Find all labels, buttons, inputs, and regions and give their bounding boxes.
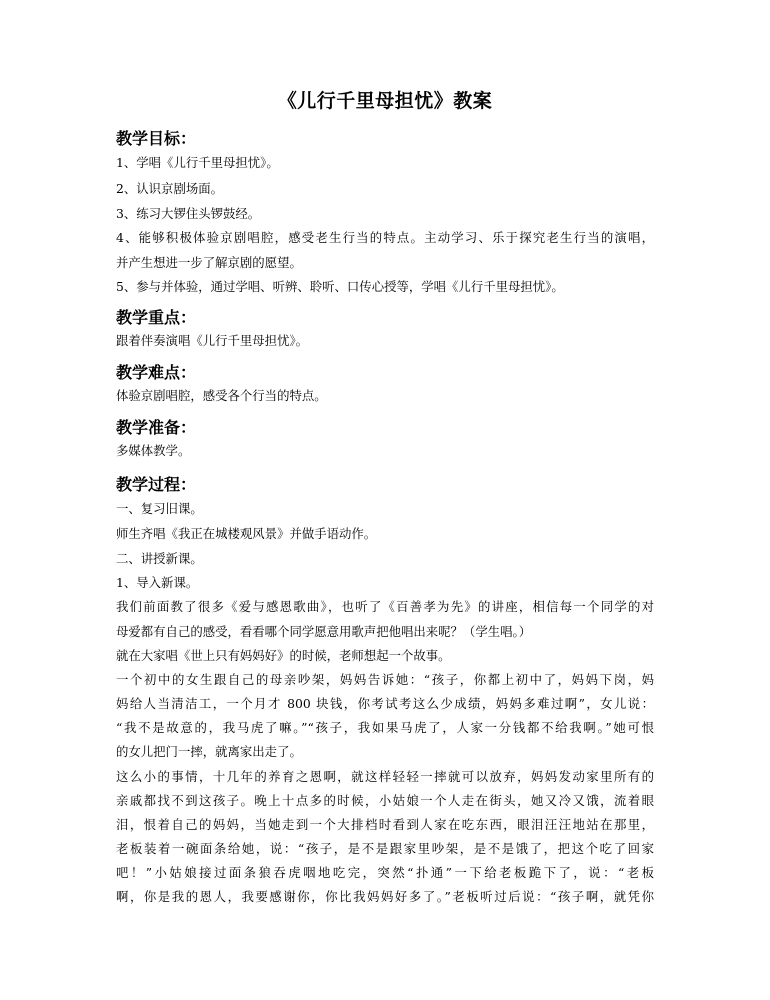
preparation-line-1: 多媒体教学。: [116, 443, 191, 458]
process-line-2: 师生齐唱《我正在城楼观风景》并做手语动作。: [116, 526, 377, 541]
process-line-12: 这么小的事情，十几年的养育之恩啊，就这样轻轻一摔就可以放弃，妈妈发动家里所有的: [116, 769, 654, 784]
process-line-7: 就在大家唱《世上只有妈妈好》的时候，老师想起一个故事。: [116, 648, 451, 663]
process-line-6: 母爱都有自己的感受，看看哪个同学愿意用歌声把他唱出来呢？（学生唱。）: [116, 624, 532, 639]
goal-line-4: 4、能够积极体验京剧唱腔，感受老生行当的特点。主动学习、乐于探究老生行当的演唱，: [116, 230, 654, 245]
section-heading-preparation: 教学准备：: [116, 418, 197, 437]
process-line-8: 一个初中的女生跟自己的母亲吵架，妈妈告诉她：“孩子，你都上初中了，妈妈下岗，妈: [116, 672, 654, 687]
process-line-4: 1、导入新课。: [116, 575, 199, 590]
section-heading-difficulties: 教学难点：: [116, 363, 197, 382]
process-line-11: 的女儿把门一摔，就离家出走了。: [116, 744, 302, 759]
goal-line-1: 1、学唱《儿行千里母担忧》。: [116, 155, 279, 170]
goal-line-4-cont: 并产生想进一步了解京剧的愿望。: [116, 255, 302, 270]
process-line-9: 妈给人当清洁工，一个月才 800 块钱，你考试考这么少成绩，妈妈多难过啊”，女儿说：: [116, 696, 654, 711]
document-title: 《儿行千里母担忧》教案: [277, 90, 493, 112]
process-line-13: 亲戚都找不到这孩子。晚上十点多的时候，小姑娘一个人走在街头，她又冷又饿，流着眼: [116, 793, 654, 808]
process-line-5: 我们前面教了很多《爱与感恩歌曲》，也听了《百善孝为先》的讲座，相信每一个同学的对: [116, 599, 654, 614]
difficulty-line-1: 体验京剧唱腔，感受各个行当的特点。: [116, 388, 327, 403]
process-line-3: 二、讲授新课。: [116, 551, 203, 566]
process-line-10: “我不是故意的，我马虎了嘛。”“孩子，我如果马虎了，人家一分钱都不给我啊。”她可恨: [116, 720, 654, 735]
section-heading-key-points: 教学重点：: [116, 308, 197, 327]
process-line-16: 吧！”小姑娘接过面条狼吞虎咽地吃完，突然“扑通”一下给老板跪下了，说：“老板: [116, 865, 654, 880]
process-line-15: 老板装着一碗面条给她，说：“孩子，是不是跟家里吵架，是不是饿了，把这个吃了回家: [116, 841, 654, 856]
process-line-1: 一、复习旧课。: [116, 501, 203, 516]
process-line-14: 泪，恨着自己的妈妈，当她走到一个大排档时看到人家在吃东西，眼泪汪汪地站在那里，: [116, 817, 654, 832]
key-point-line-1: 跟着伴奏演唱《儿行千里母担忧》。: [116, 333, 309, 348]
goal-line-2: 2、认识京剧场面。: [116, 181, 224, 196]
goal-line-3: 3、练习大锣住头锣鼓经。: [116, 206, 261, 221]
section-heading-process: 教学过程：: [116, 475, 197, 494]
goal-line-5: 5、参与并体验，通过学唱、听辨、聆听、口传心授等，学唱《儿行千里母担忧》。: [116, 279, 564, 294]
process-line-17: 啊，你是我的恩人，我要感谢你，你比我妈妈好多了。”老板听过后说：“孩子啊，就凭你: [116, 889, 654, 904]
section-heading-goals: 教学目标：: [116, 129, 197, 148]
